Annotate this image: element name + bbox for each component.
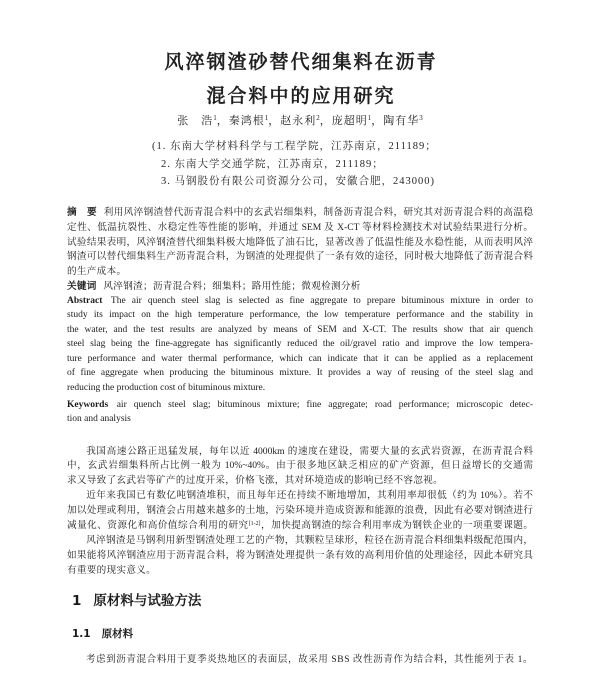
author-name: 张 浩 (177, 115, 214, 127)
abstract-cn-line: 定性、低温抗裂性、水稳定性等性能的影响，并通过 SEM 及 X-CT 等材料检测技术对试验结果进行分析。 (67, 221, 533, 233)
keywords-en-text: air quench steel slag; bituminous mixture; fine aggregate; road performance; microscopic detec- (116, 399, 533, 410)
author-separator: ， (319, 115, 332, 127)
abstract-cn-line (67, 206, 533, 221)
body-paragraph (67, 534, 533, 579)
affiliation-line: 2. 东南大学交通学院，江苏南京，211189； (161, 158, 384, 170)
abstract-cn-label: 摘 要 (67, 207, 97, 218)
abstract-en-line: ture performance and water thermal performance, which can indicate that it can be applied as a replacement (67, 353, 533, 364)
author-separator: ， (216, 115, 229, 127)
subsection-title: 原材料 (101, 628, 134, 640)
body-line: 我国高速公路正迅猛发展，每年以近 4000km 的速度在建设，需要大量的玄武岩资源，在沥青混合料 (86, 445, 533, 457)
keywords-en (67, 398, 533, 427)
body-line-text: 减量化、资源化和高价值综合利用的研究 (67, 520, 249, 532)
author-affiliation-mark: 1 (264, 114, 269, 122)
abstract-cn (67, 206, 533, 295)
author-affiliation-mark: 1 (213, 114, 217, 122)
abstract-en-line: of fine aggregate when producing the bituminous mixture. It provides a way of reusing of the steel slag and (67, 368, 533, 378)
keywords-en-line: tion and analysis (67, 414, 131, 424)
subsection-number: 1.1 (72, 628, 91, 640)
abstract-en-line: the water, and the test results are analyzed by means of SEM and X-CT. The results show that air quench (67, 324, 533, 335)
body-line: 近年来我国已有数亿吨钢渣堆积，而且每年还在持续不断地增加，其利用率却很低（约为 10%）。若不 (86, 490, 533, 502)
paper-title-line-1: 风淬钢渣砂替代细集料在沥青 (164, 51, 438, 73)
author-affiliation-mark: 2 (316, 114, 320, 122)
abstract-en (67, 294, 533, 396)
subsection-heading (72, 626, 133, 642)
abstract-cn-line: 钢渣可以替代细集料生产沥青混合料，为钢渣的处理提供了一条有效的途径，同时极大地降低了沥青混合料 (67, 251, 533, 263)
citation-superscript: [1-2] (248, 520, 261, 527)
body-line: 有重要的现实意义。 (67, 564, 157, 576)
abstract-en-text: The air quench steel slag is selected as fine aggregate to prepare bituminous mixture in order to (110, 295, 533, 306)
abstract-cn-line: 试验结果表明，风淬钢渣替代细集料极大地降低了油石比，显著改善了低温性能及水稳性能，从而表明风淬 (67, 236, 533, 248)
abstract-cn-text: 利用风淬钢渣替代沥青混合料中的玄武岩细集料，制备沥青混合料，研究其对沥青混合料的高温稳 (103, 207, 533, 218)
abstract-en-line (67, 294, 533, 309)
abstract-en-line: steel slag being the fine-aggregate has significantly reduced the oil/gravel ratio and improve the low tempera- (67, 339, 533, 349)
author-separator: ， (371, 115, 384, 127)
abstract-cn-line: 的生产成本。 (67, 266, 127, 278)
section-title: 原材料与试验方法 (93, 593, 202, 609)
body-line: 中，玄武岩细集料所占比例一般为 10%~40%。由于很多地区缺乏相应的矿产资源，但日益增长的交通需 (67, 460, 533, 472)
affiliation-line: 3. 马钢股份有限公司资源分公司，安徽合肥，243000) (161, 176, 435, 187)
body-line: 求又导致了玄武岩等矿产的过度开采，价格飞涨，其对环境造成的影响已经不容忽视。 (67, 475, 443, 487)
keywords-en-label: Keywords (67, 399, 109, 410)
author-name: 庞超明 (331, 115, 368, 127)
author-list (0, 113, 600, 129)
body-text (67, 445, 533, 579)
body-paragraph (67, 489, 533, 534)
keywords-cn-label: 关键词 (67, 280, 97, 292)
author-name: 秦鸿根 (228, 115, 265, 127)
body-line: 如果能将风淬钢渣应用于沥青混合料，将为钢渣处理提供一条有效的高利用价值的处理途径，因此本研究具 (67, 549, 533, 561)
abstract-en-line: reducing the production cost of bituminous mixture. (67, 382, 266, 393)
abstract-en-line: study its impact on the high temperature performance, the low temperature performance and the stability in (67, 310, 533, 320)
author-name: 赵永利 (280, 115, 317, 127)
paper-title-line-2: 混合料中的应用研究 (206, 85, 396, 107)
affiliation-line: (1. 东南大学材料科学与工程学院，江苏南京，211189； (152, 141, 437, 152)
body-line: 加以处理或利用，钢渣会占用越来越多的土地，污染环境并造成资源和能源的浪费，因此有必要对钢渣进行 (67, 505, 533, 517)
keywords-cn-text: 风淬钢渣；沥青混合料；细集料；路用性能；微观检测分析 (103, 280, 361, 292)
body-paragraph (67, 445, 533, 490)
body-line: 风淬钢渣是马钢利用新型钢渣处理工艺的产物，其颗粒呈球形，粒径在沥青混合料细集料级配范围内， (86, 534, 533, 546)
body-line: 考虑到沥青混合料用于夏季炎热地区的表面层，故采用 SBS 改性沥青作为结合料，其性能列于表 1。 (86, 654, 533, 665)
keywords-en-line (67, 398, 533, 413)
author-name: 陶有华 (383, 115, 420, 127)
author-affiliation-mark: 3 (419, 114, 423, 122)
abstract-en-label: Abstract (67, 295, 103, 306)
author-affiliation-mark: 1 (367, 114, 372, 122)
body-line-text: ，加快提高钢渣的综合利用率成为钢铁企业的一项重要课题。 (260, 520, 533, 532)
section-number: 1 (72, 593, 82, 609)
body-line (67, 519, 533, 534)
author-separator: ， (268, 115, 281, 127)
section-heading (72, 592, 201, 610)
subsection-text (67, 653, 533, 668)
